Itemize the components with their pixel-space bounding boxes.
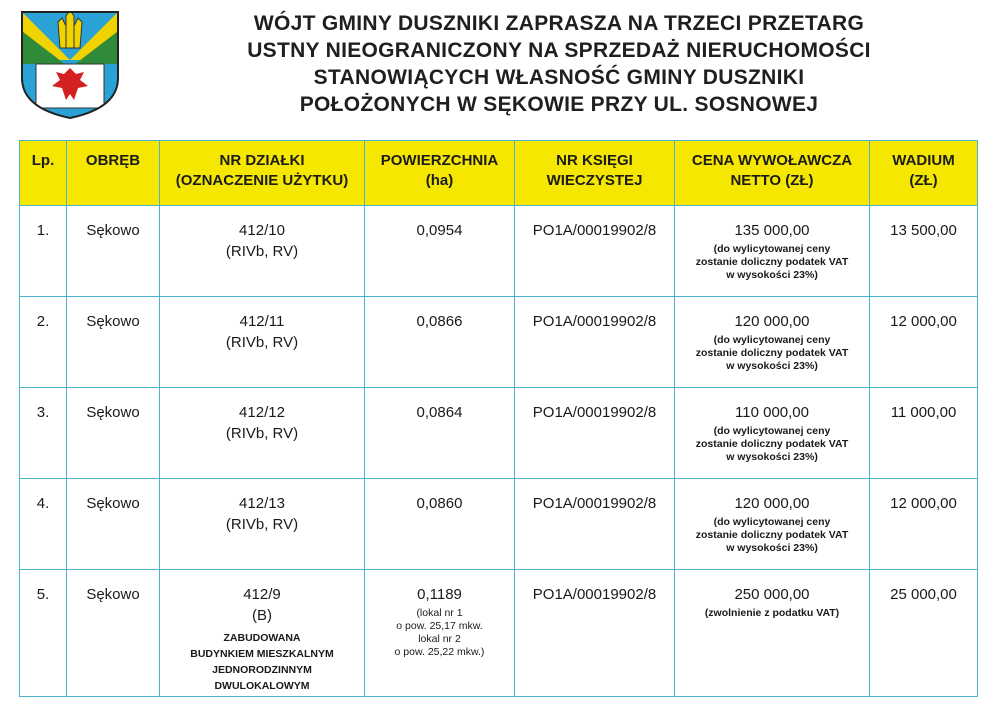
cell-ksiega: PO1A/00019902/8 xyxy=(515,206,675,297)
dzialka-uzytek: (RIVb, RV) xyxy=(225,243,299,260)
cell-cena xyxy=(675,479,870,570)
cell-lp: 4. xyxy=(20,479,67,570)
column-header-lp xyxy=(20,141,67,206)
cell-cena xyxy=(675,570,870,697)
zabudowa-line: JEDNORODZINNYM xyxy=(212,664,312,676)
cell-cena xyxy=(675,297,870,388)
cena-note-line: (do wylicytowanej ceny xyxy=(713,516,831,528)
cell-lp: 1. xyxy=(20,206,67,297)
cena-value: 110 000,00 xyxy=(735,404,809,421)
powierzchnia-note xyxy=(365,607,514,659)
dzialka-number: 412/13 xyxy=(239,495,285,512)
cell-ksiega: PO1A/00019902/8 xyxy=(515,570,675,697)
zabudowa-line: DWULOKALOWYM xyxy=(214,680,310,692)
cell-lp: 3. xyxy=(20,388,67,479)
column-header-dzialka xyxy=(160,141,365,206)
cena-note xyxy=(675,516,869,555)
dzialka-uzytek: (RIVb, RV) xyxy=(225,334,299,351)
cell-powierzchnia xyxy=(365,570,515,697)
cena-note-line: w wysokości 23%) xyxy=(726,269,818,281)
column-header-wadium xyxy=(870,141,978,206)
cell-lp: 2. xyxy=(20,297,67,388)
cena-note-line: w wysokości 23%) xyxy=(726,451,818,463)
cell-wadium: 12 000,00 xyxy=(870,479,978,570)
cell-dzialka xyxy=(160,479,365,570)
cena-note-line: w wysokości 23%) xyxy=(726,360,818,372)
table-row xyxy=(20,479,978,570)
cell-powierzchnia: 0,0864 xyxy=(365,388,515,479)
powierzchnia-note-line: (lokal nr 1 xyxy=(416,607,463,619)
cell-lp: 5. xyxy=(20,570,67,697)
dzialka-uzytek: (B) xyxy=(252,607,272,624)
dzialka-number: 412/12 xyxy=(239,404,285,421)
column-header-subtext: NETTO (ZŁ) xyxy=(730,172,814,189)
cena-note xyxy=(675,425,869,464)
powierzchnia-note-line: o pow. 25,17 mkw. xyxy=(396,620,483,632)
column-header-subtext: (OZNACZENIE UŻYTKU) xyxy=(175,172,349,189)
column-header-text: NR DZIAŁKI xyxy=(219,152,305,169)
cell-dzialka xyxy=(160,206,365,297)
cell-dzialka xyxy=(160,297,365,388)
table-header-row xyxy=(20,141,978,206)
cena-note: (zwolnienie z podatku VAT) xyxy=(704,607,840,619)
cell-powierzchnia: 0,0866 xyxy=(365,297,515,388)
cell-dzialka xyxy=(160,570,365,697)
table-row xyxy=(20,297,978,388)
column-header-text: OBRĘB xyxy=(85,152,141,169)
column-header-text: WADIUM xyxy=(892,152,955,169)
cell-ksiega: PO1A/00019902/8 xyxy=(515,479,675,570)
dzialka-uzytek: (RIVb, RV) xyxy=(225,425,299,442)
cell-powierzchnia: 0,0954 xyxy=(365,206,515,297)
cell-powierzchnia: 0,0860 xyxy=(365,479,515,570)
title-line: WÓJT GMINY DUSZNIKI ZAPRASZA NA TRZECI PRZETARG xyxy=(253,12,865,35)
cena-value: 120 000,00 xyxy=(734,495,810,512)
cena-note-line: zostanie doliczny podatek VAT xyxy=(695,529,849,541)
column-header-text: CENA WYWOŁAWCZA xyxy=(691,152,853,169)
cena-value: 135 000,00 xyxy=(734,222,810,239)
cell-wadium: 11 000,00 xyxy=(870,388,978,479)
cell-ksiega: PO1A/00019902/8 xyxy=(515,297,675,388)
column-header-subtext: WIECZYSTEJ xyxy=(546,172,643,189)
column-header-subtext: (ha) xyxy=(425,172,454,189)
table-row xyxy=(20,388,978,479)
auction-table xyxy=(19,140,978,697)
column-header-text: NR KSIĘGI xyxy=(556,152,633,169)
column-header-ksiega xyxy=(515,141,675,206)
cell-obreb: Sękowo xyxy=(67,206,160,297)
coat-of-arms-icon xyxy=(18,8,122,120)
zabudowa-note xyxy=(160,630,364,694)
cena-note xyxy=(675,334,869,373)
cell-cena xyxy=(675,388,870,479)
cena-note-line: (do wylicytowanej ceny xyxy=(713,425,831,437)
column-header-text: Lp. xyxy=(31,152,55,169)
dzialka-number: 412/11 xyxy=(239,313,285,330)
cell-wadium: 13 500,00 xyxy=(870,206,978,297)
cell-obreb: Sękowo xyxy=(67,388,160,479)
cena-note-line: (do wylicytowanej ceny xyxy=(713,334,831,346)
page-title xyxy=(150,10,968,118)
title-line: STANOWIĄCYCH WŁASNOŚĆ GMINY DUSZNIKI xyxy=(313,66,805,89)
table-row xyxy=(20,206,978,297)
cena-note xyxy=(675,243,869,282)
cell-dzialka xyxy=(160,388,365,479)
cell-obreb: Sękowo xyxy=(67,297,160,388)
cena-note-line: zostanie doliczny podatek VAT xyxy=(695,347,849,359)
cena-note-line: zostanie doliczny podatek VAT xyxy=(695,438,849,450)
table-row xyxy=(20,570,978,697)
column-header-obreb xyxy=(67,141,160,206)
dzialka-uzytek: (RIVb, RV) xyxy=(225,516,299,533)
column-header-subtext: (ZŁ) xyxy=(909,172,938,189)
dzialka-number: 412/10 xyxy=(239,222,285,239)
title-line: USTNY NIEOGRANICZONY NA SPRZEDAŻ NIERUCHOMOŚCI xyxy=(247,39,871,62)
cena-note-line: w wysokości 23%) xyxy=(726,542,818,554)
column-header-powierzchnia xyxy=(365,141,515,206)
dzialka-number: 412/9 xyxy=(243,586,281,603)
cena-note-line: zostanie doliczny podatek VAT xyxy=(695,256,849,268)
cell-cena xyxy=(675,206,870,297)
column-header-text: POWIERZCHNIA xyxy=(380,152,499,169)
zabudowa-line: BUDYNKIEM MIESZKALNYM xyxy=(190,648,334,660)
cena-value: 250 000,00 xyxy=(734,586,810,603)
cena-value: 120 000,00 xyxy=(734,313,810,330)
cell-obreb: Sękowo xyxy=(67,479,160,570)
powierzchnia-note-line: o pow. 25,22 mkw.) xyxy=(394,646,485,658)
cell-obreb: Sękowo xyxy=(67,570,160,697)
cell-wadium: 12 000,00 xyxy=(870,297,978,388)
powierzchnia-note-line: lokal nr 2 xyxy=(418,633,461,645)
cell-ksiega: PO1A/00019902/8 xyxy=(515,388,675,479)
powierzchnia-value: 0,1189 xyxy=(417,586,462,603)
zabudowa-line: ZABUDOWANA xyxy=(223,632,301,644)
cell-wadium: 25 000,00 xyxy=(870,570,978,697)
cena-note-line: (do wylicytowanej ceny xyxy=(713,243,831,255)
title-line: POŁOŻONYCH W SĘKOWIE PRZY UL. SOSNOWEJ xyxy=(299,93,819,116)
column-header-cena xyxy=(675,141,870,206)
